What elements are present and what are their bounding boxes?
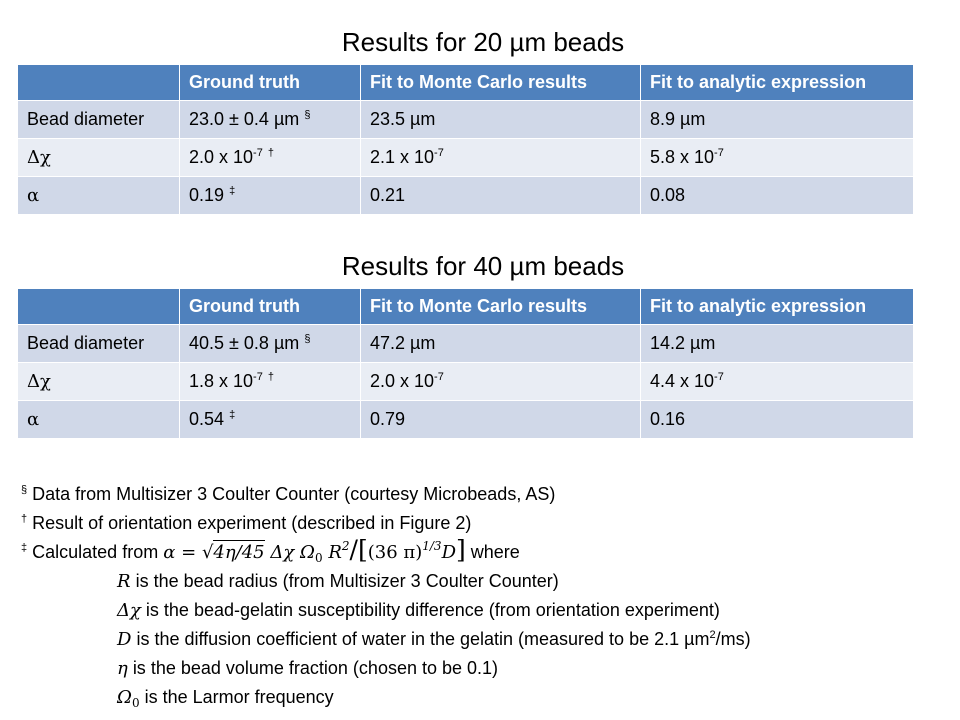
- table-header-row: [18, 65, 914, 101]
- header-empty: [18, 289, 180, 325]
- definition-omega: $\Omega_0$ is the Larmor frequency: [117, 687, 334, 710]
- row-label: Δχ: [18, 139, 180, 177]
- ground-truth-cell: 2.0 x $10^{-7}$ †: [180, 139, 361, 177]
- definition-delta-chi: Δχ is the bead-gelatin susceptibility difference (from orientation experiment): [117, 600, 720, 621]
- table-row: [18, 363, 914, 401]
- monte-carlo-cell: 2.0 x $10^{-7}$: [361, 363, 641, 401]
- analytic-cell: 8.9 µm: [641, 101, 914, 139]
- table-row: [18, 101, 914, 139]
- header-ground-truth: Ground truth: [180, 289, 361, 325]
- ground-truth-cell: 40.5 ± 0.8 µm §: [180, 325, 361, 363]
- header-empty: [18, 65, 180, 101]
- row-label: Bead diameter: [18, 101, 180, 139]
- header-analytic: Fit to analytic expression: [641, 65, 914, 101]
- monte-carlo-cell: 2.1 x $10^{-7}$: [361, 139, 641, 177]
- row-label: α: [18, 401, 180, 439]
- table1-title: Results for 20 µm beads: [341, 27, 625, 57]
- monte-carlo-cell: 47.2 µm: [361, 325, 641, 363]
- definition-eta: η is the bead volume fraction (chosen to be 0.1): [117, 658, 499, 679]
- footnote-orientation: † Result of orientation experiment (described in Figure 2): [21, 513, 472, 533]
- ground-truth-cell: 1.8 x $10^{-7}$ †: [180, 363, 361, 401]
- definition-r: R is the bead radius (from Multisizer 3 Coulter Counter): [117, 571, 559, 592]
- table2-title: Results for 40 µm beads: [341, 251, 625, 281]
- footnote-source: § Data from Multisizer 3 Coulter Counter (courtesy Microbeads, AS): [21, 484, 556, 504]
- results-table-20um: [17, 64, 914, 215]
- ground-truth-cell: 0.19 ‡: [180, 177, 361, 215]
- table-row: [18, 177, 914, 215]
- table-row: [18, 401, 914, 439]
- header-ground-truth: Ground truth: [180, 65, 361, 101]
- analytic-cell: 14.2 µm: [641, 325, 914, 363]
- ground-truth-cell: 0.54 ‡: [180, 401, 361, 439]
- footnotes: [21, 480, 751, 712]
- analytic-cell: 5.8 x $10^{-7}$: [641, 139, 914, 177]
- header-monte-carlo: Fit to Monte Carlo results: [361, 65, 641, 101]
- table-header-row: [18, 289, 914, 325]
- monte-carlo-cell: 0.21: [361, 177, 641, 215]
- row-label: Δχ: [18, 363, 180, 401]
- analytic-cell: 0.08: [641, 177, 914, 215]
- table-row: [18, 325, 914, 363]
- ground-truth-cell: 23.0 ± 0.4 µm §: [180, 101, 361, 139]
- row-label: Bead diameter: [18, 325, 180, 363]
- header-analytic: Fit to analytic expression: [641, 289, 914, 325]
- monte-carlo-cell: 0.79: [361, 401, 641, 439]
- analytic-cell: 4.4 x $10^{-7}$: [641, 363, 914, 401]
- row-label: α: [18, 177, 180, 215]
- monte-carlo-cell: 23.5 µm: [361, 101, 641, 139]
- results-table-40um: [17, 288, 914, 439]
- analytic-cell: 0.16: [641, 401, 914, 439]
- header-monte-carlo: Fit to Monte Carlo results: [361, 289, 641, 325]
- definition-d: D is the diffusion coefficient of water in the gelatin (measured to be 2.1 µm$^2$/ms): [117, 629, 751, 650]
- alpha-formula: α = √4η/45 Δχ $\Omega_0$ $R^2/[(36$ π)$^{1/3}$D]: [163, 535, 466, 565]
- footnote-formula: ‡ Calculated from α = √4η/45 Δχ $\Omega_0$ $R^2/[(36$ π)$^{1/3}$D] where: [21, 535, 520, 565]
- table-row: [18, 139, 914, 177]
